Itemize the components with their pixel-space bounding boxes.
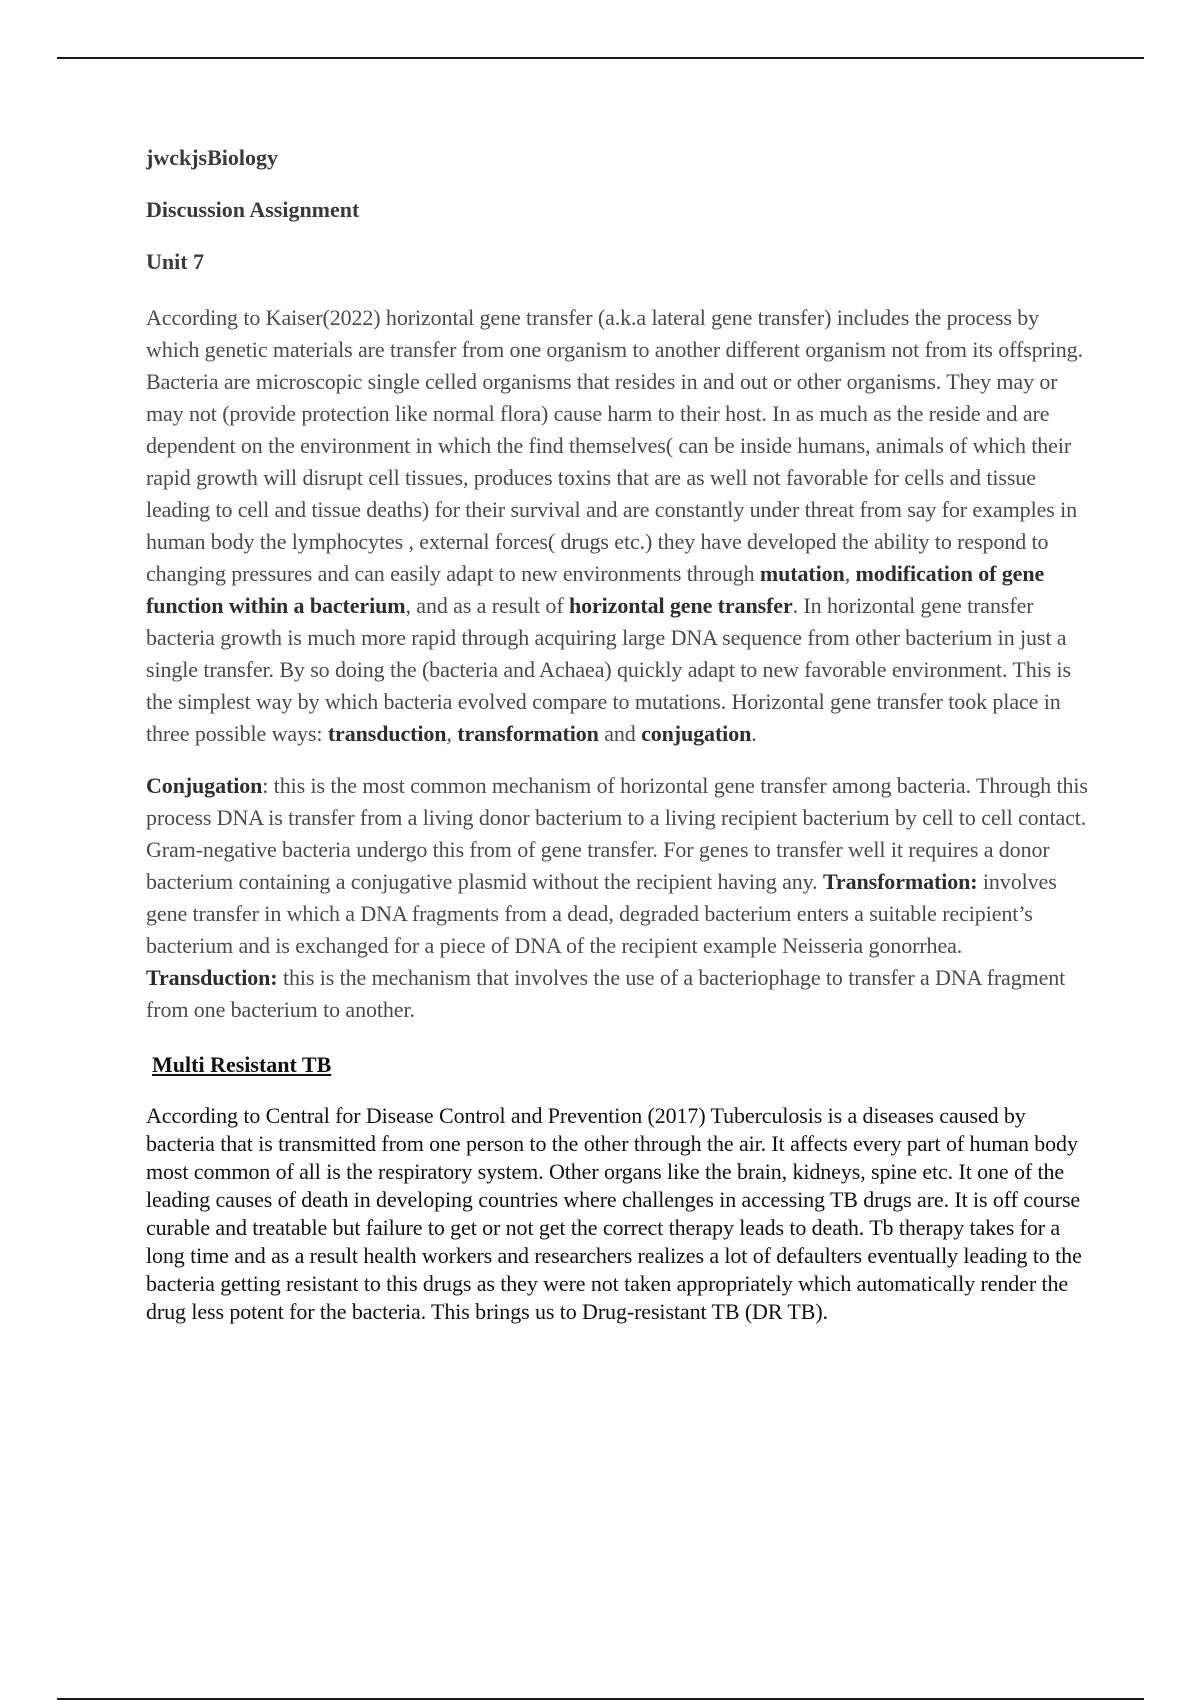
term-conjugation: conjugation — [641, 721, 752, 746]
term-modification: modification of gene function within a bacterium — [146, 561, 1045, 618]
course-title: jwckjsBiology — [146, 145, 278, 170]
term-conjugation-heading: Conjugation — [146, 773, 263, 798]
term-mutation: mutation — [759, 561, 845, 586]
term-transformation-heading: Transformation: — [822, 869, 978, 894]
paragraph-mechanisms: Conjugation: this is the most common mechanism of horizontal gene transfer among bacteria. Through this process DNA is transfer from a living donor bacterium to a living recipient bacterium by cell to cell contact. Gram-negative bacteria undergo this from of gene transfer. For genes to transfer well it requires a donor bacterium containing a conjugative plasmid without the recipient having any. Transformation: involves gene transfer in which a DNA fragments from a dead, degraded bacterium enters a suitable recipient’s bacterium and is exchanged for a piece of DNA of the recipient example Neisseria gonorrhea. Transduction: this is the mechanism that involves the use of a bacteriophage to transfer a DNA fragment from one bacterium to another. — [146, 773, 1088, 1022]
term-horizontal-gene-transfer: horizontal gene transfer — [568, 593, 793, 618]
term-transduction: transduction — [327, 721, 447, 746]
assignment-title: Discussion Assignment — [146, 197, 360, 222]
section-title: Multi Resistant TB — [152, 1052, 332, 1077]
paragraph-tuberculosis: According to Central for Disease Control and Prevention (2017) Tuberculosis is a diseases caused by bacteria that is transmitted from one person to the other through the air. It affects every part of human body most common of all is the respiratory system. Other organs like the brain, kidneys, spine etc. It one of the leading causes of death in developing countries where challenges in accessing TB drugs are. It is off course curable and treatable but failure to get or not get the correct therapy leads to death. Tb therapy takes for a long time and as a result health workers and researchers realizes a lot of defaulters eventually leading to the bacteria getting resistant to this drugs as they were not taken appropriately which automatically render the drug less potent for the bacteria. This brings us to Drug-resistant TB (DR TB). — [146, 1103, 1082, 1324]
paragraph-horizontal-gene-transfer: According to Kaiser(2022) horizontal gene transfer (a.k.a lateral gene transfer) includes the process by which genetic materials are transfer from one organism to another different organism not from its offspring. Bacteria are microscopic single celled organisms that resides in and out or other organisms. They may or may not (provide protection like normal flora) cause harm to their host. In as much as the reside and are dependent on the environment in which the find themselves( can be inside humans, animals of which their rapid growth will disrupt cell tissues, produces toxins that are as well not favorable for cells and tissue leading to cell and tissue deaths) for their survival and are constantly under threat from say for examples in human body the lymphocytes , external forces( drugs etc.) they have developed the ability to respond to changing pressures and can easily adapt to new environments through mutation, modification of gene function within a bacterium, and as a result of horizontal gene transfer. In horizontal gene transfer bacteria growth is much more rapid through acquiring large DNA sequence from other bacterium in just a single transfer. By so doing the (bacteria and Achaea) quickly adapt to new favorable environment. This is the simplest way by which bacteria evolved compare to mutations. Horizontal gene transfer took place in three possible ways: transduction, transformation and conjugation. — [146, 305, 1083, 746]
term-transduction-heading: Transduction: — [146, 965, 278, 990]
document-body — [146, 146, 1091, 1326]
term-transformation: transformation — [457, 721, 599, 746]
header-rule — [57, 57, 1144, 59]
unit-title: Unit 7 — [146, 249, 205, 274]
